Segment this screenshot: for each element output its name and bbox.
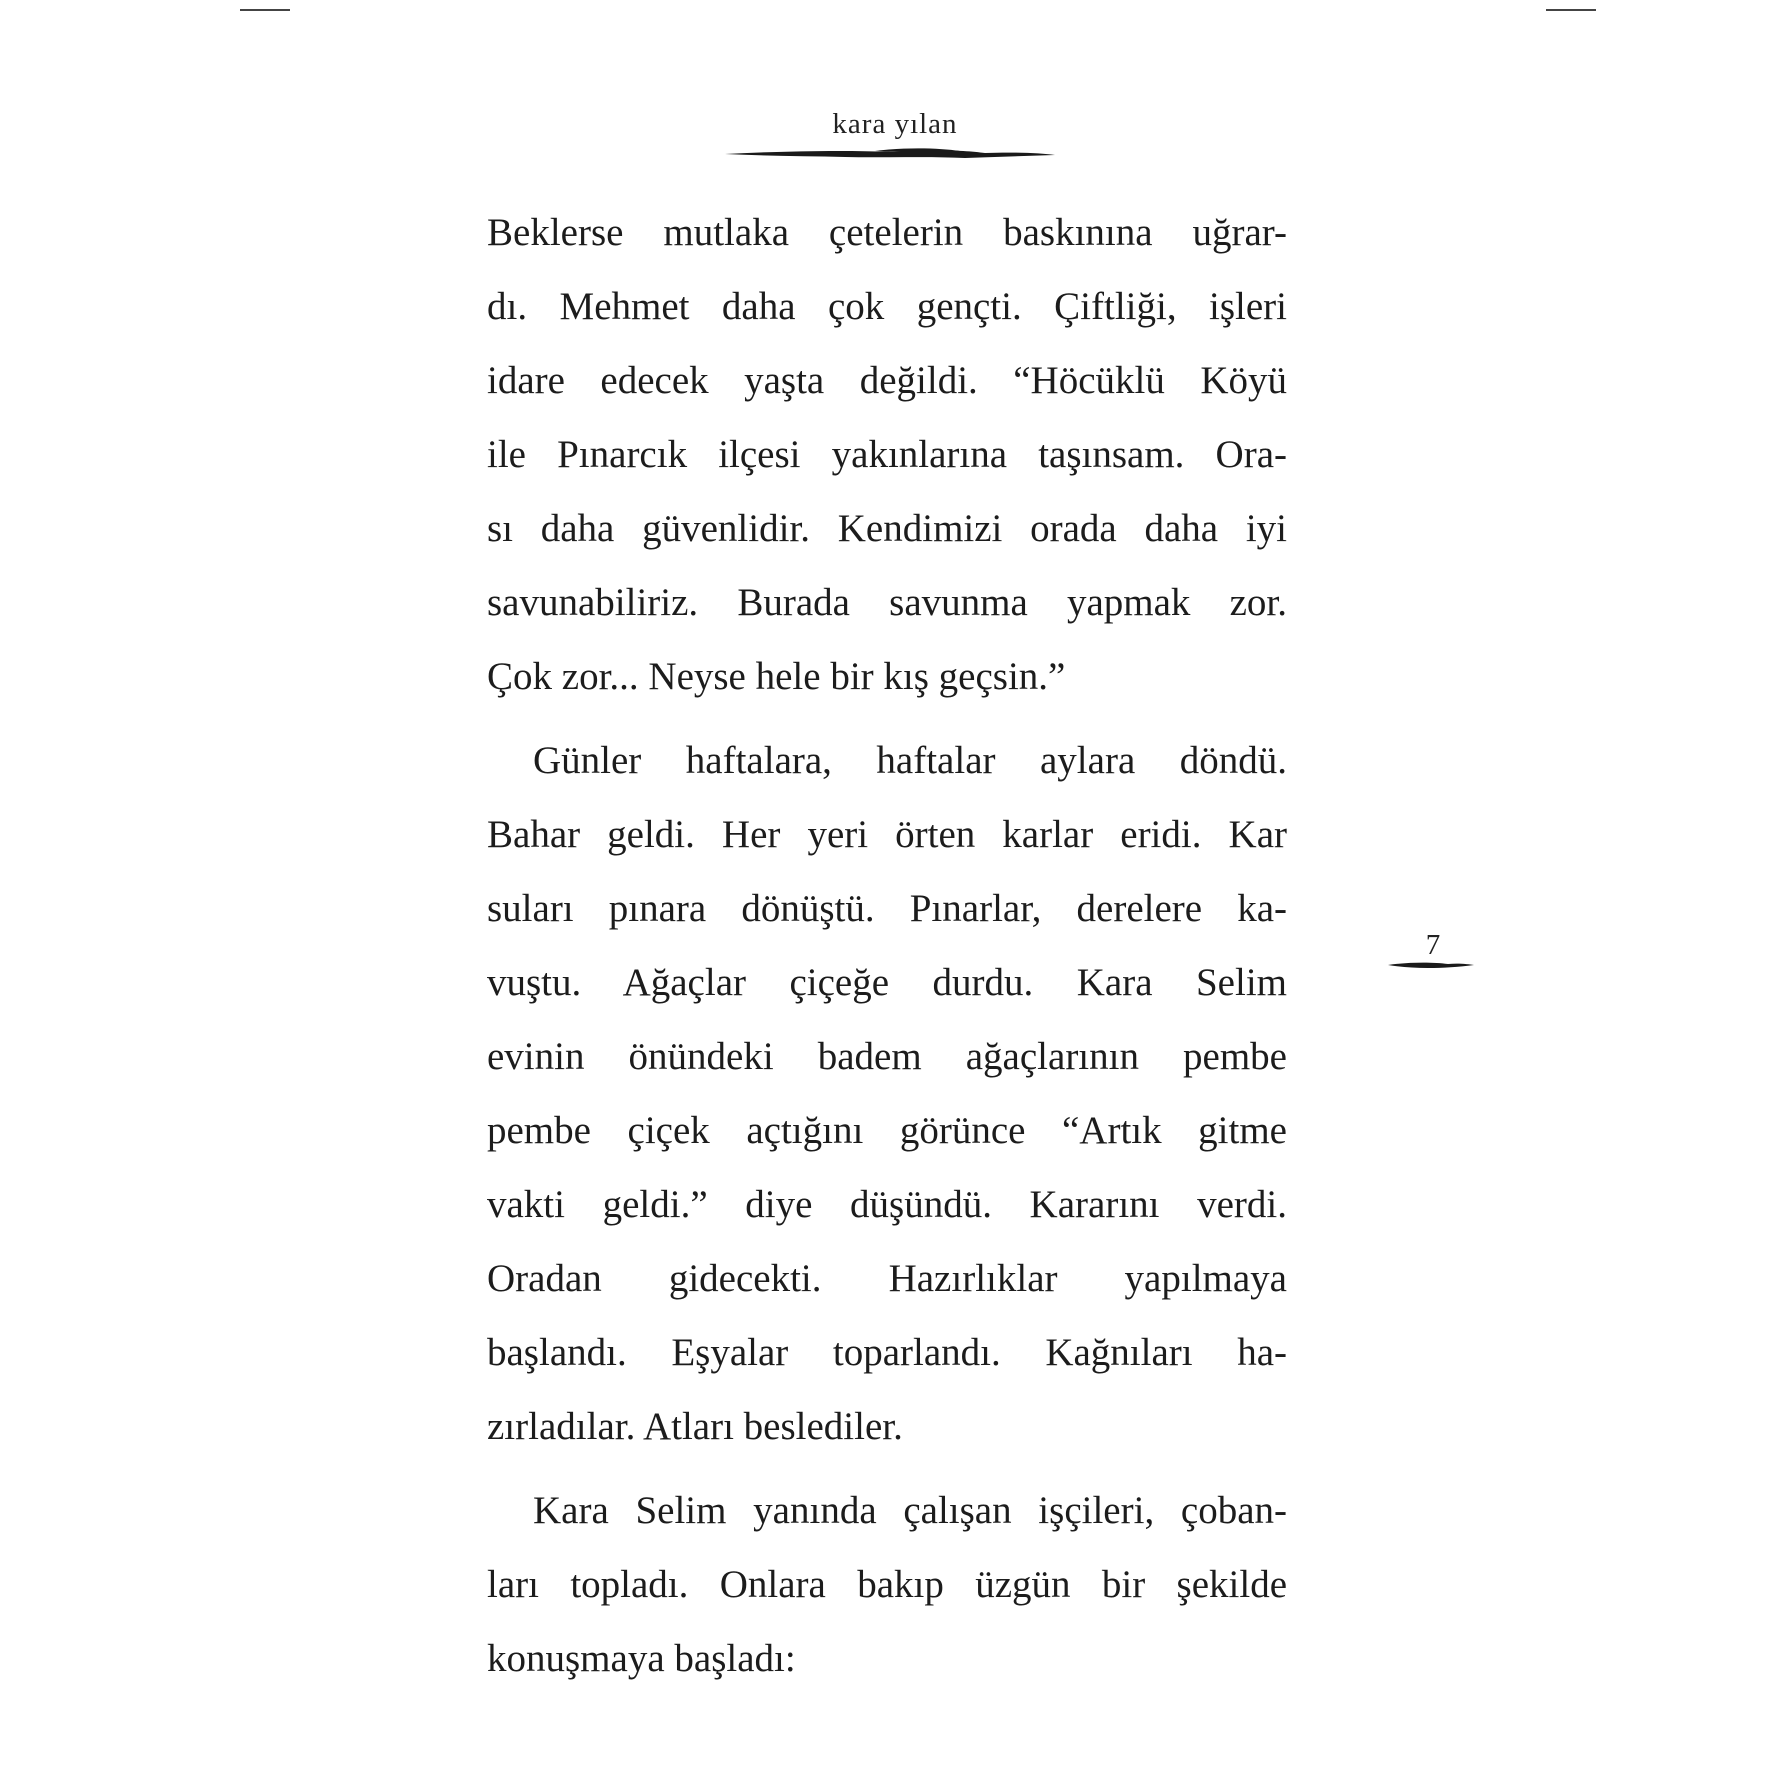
text-line: vuştu. Ağaçlar çiçeğe durdu. Kara Selim	[487, 961, 1287, 1004]
paragraph-2	[487, 724, 1287, 1464]
text-line: Çok zor... Neyse hele bir kış geçsin.”	[487, 655, 1066, 698]
text-line: sı daha güvenlidir. Kendimizi orada daha iyi	[487, 507, 1287, 550]
text-line: evinin önündeki badem ağaçlarının pembe	[487, 1035, 1287, 1078]
text-line: suları pınara dönüştü. Pınarlar, derelere ka-	[487, 887, 1287, 930]
text-line: Beklerse mutlaka çetelerin baskınına uğrar-	[487, 211, 1287, 254]
text-line: dı. Mehmet daha çok gençti. Çiftliği, işleri	[487, 285, 1287, 328]
text-line: Günler haftalara, haftalar aylara döndü.	[533, 739, 1287, 782]
paragraph-1	[487, 196, 1287, 714]
crop-mark-left	[240, 9, 290, 11]
header-brush-stroke	[725, 146, 1055, 162]
text-line: savunabiliriz. Burada savunma yapmak zor.	[487, 581, 1287, 624]
text-line: ları topladı. Onlara bakıp üzgün bir şekilde	[487, 1563, 1287, 1606]
text-line: konuşmaya başladı:	[487, 1637, 796, 1680]
text-line: vakti geldi.” diye düşündü. Kararını verdi.	[487, 1183, 1287, 1226]
text-line: Bahar geldi. Her yeri örten karlar eridi. Kar	[487, 813, 1287, 856]
page-number: 7	[1425, 929, 1441, 961]
body-text	[487, 196, 1287, 1696]
running-title: kara yılan	[832, 108, 958, 140]
paragraph-3	[487, 1474, 1287, 1696]
text-line: zırladılar. Atları beslediler.	[487, 1405, 903, 1448]
text-line: ile Pınarcık ilçesi yakınlarına taşınsam. Ora-	[487, 433, 1287, 476]
text-line: başlandı. Eşyalar toparlandı. Kağnıları ha-	[487, 1331, 1287, 1374]
text-line: Kara Selim yanında çalışan işçileri, çoban-	[533, 1489, 1287, 1532]
text-line: Oradan gidecekti. Hazırlıklar yapılmaya	[487, 1257, 1287, 1300]
page-number-brush-stroke	[1388, 958, 1474, 972]
text-line: pembe çiçek açtığını görünce “Artık gitme	[487, 1109, 1287, 1152]
text-line: idare edecek yaşta değildi. “Höcüklü Köyü	[487, 359, 1287, 402]
crop-mark-right	[1546, 9, 1596, 11]
